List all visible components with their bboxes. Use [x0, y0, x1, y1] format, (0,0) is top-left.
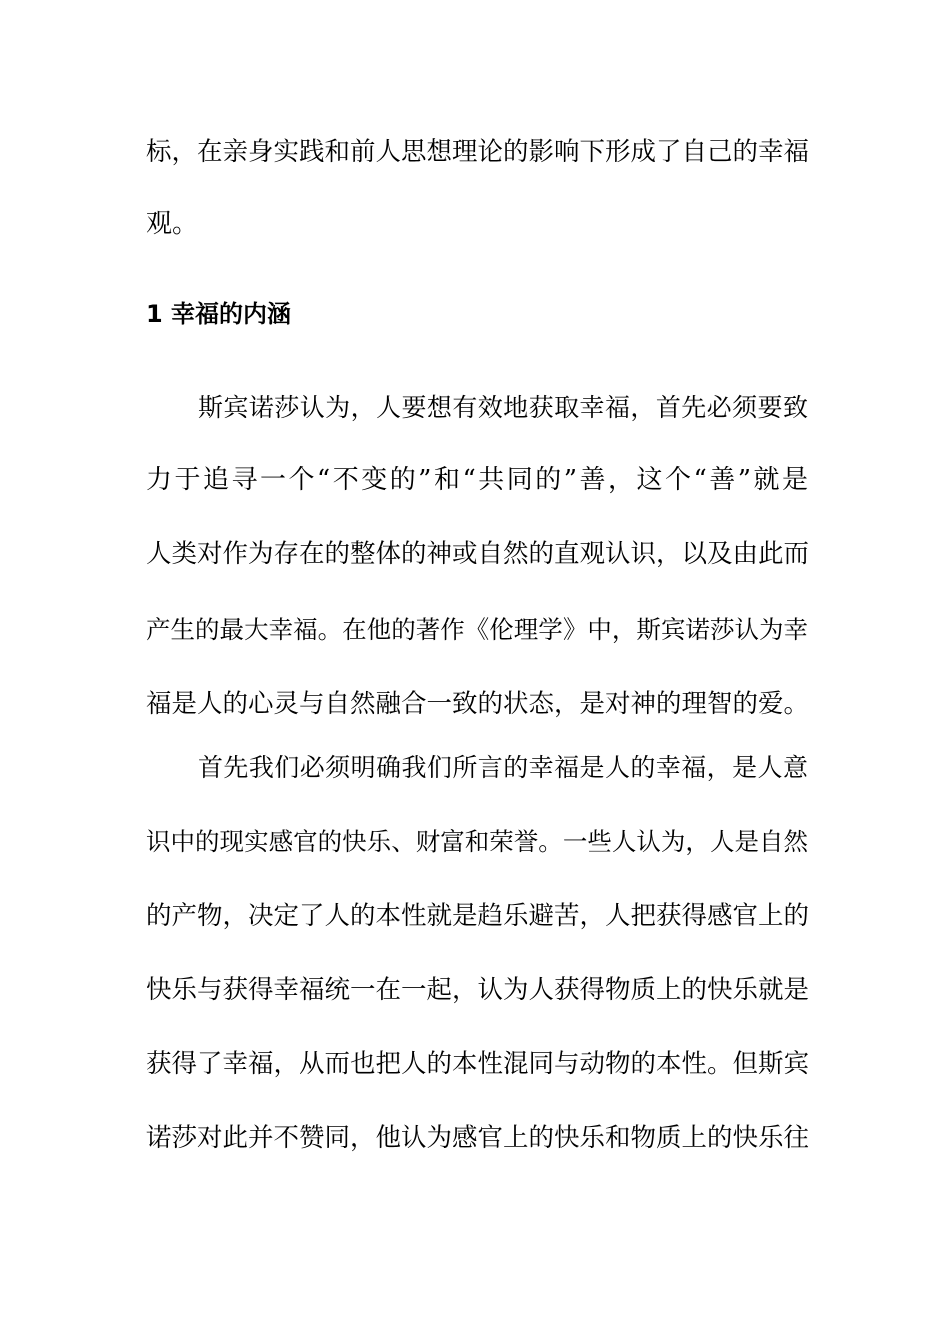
paragraph1-line-5: 福是人的心灵与自然融合一致的状态，是对神的理智的爱。: [146, 689, 810, 719]
paragraph2-line-3: 的产物，决定了人的本性就是趋乐避苦，人把获得感官上的: [146, 901, 810, 931]
paragraph1-line-2: 力于追寻一个“不变的”和“共同的”善，这个“善”就是: [146, 465, 808, 495]
paragraph1-line-4: 产生的最大幸福。在他的著作《伦理学》中，斯宾诺莎认为幸: [146, 615, 808, 644]
paragraph2-line-4: 快乐与获得幸福统一在一起，认为人获得物质上的快乐就是: [146, 975, 810, 1005]
paragraph2-line-2: 识中的现实感官的快乐、财富和荣誉。一些人认为，人是自然: [146, 827, 808, 856]
continuation-line-1: 标，在亲身实践和前人思想理论的影响下形成了自己的幸福: [146, 137, 810, 167]
section-heading: 1 幸福的内涵: [146, 300, 292, 328]
continuation-line-2: 观。: [146, 209, 199, 239]
paragraph2-line-6: 诺莎对此并不赞同，他认为感官上的快乐和物质上的快乐往: [146, 1123, 810, 1153]
paragraph1-line-3: 人类对作为存在的整体的神或自然的直观认识，以及由此而: [146, 539, 810, 569]
paragraph2-line-5: 获得了幸福，从而也把人的本性混同与动物的本性。但斯宾: [146, 1049, 810, 1079]
paragraph1-line-1: 斯宾诺莎认为，人要想有效地获取幸福，首先必须要致: [198, 393, 808, 422]
paragraph2-line-1: 首先我们必须明确我们所言的幸福是人的幸福，是人意: [198, 753, 808, 782]
